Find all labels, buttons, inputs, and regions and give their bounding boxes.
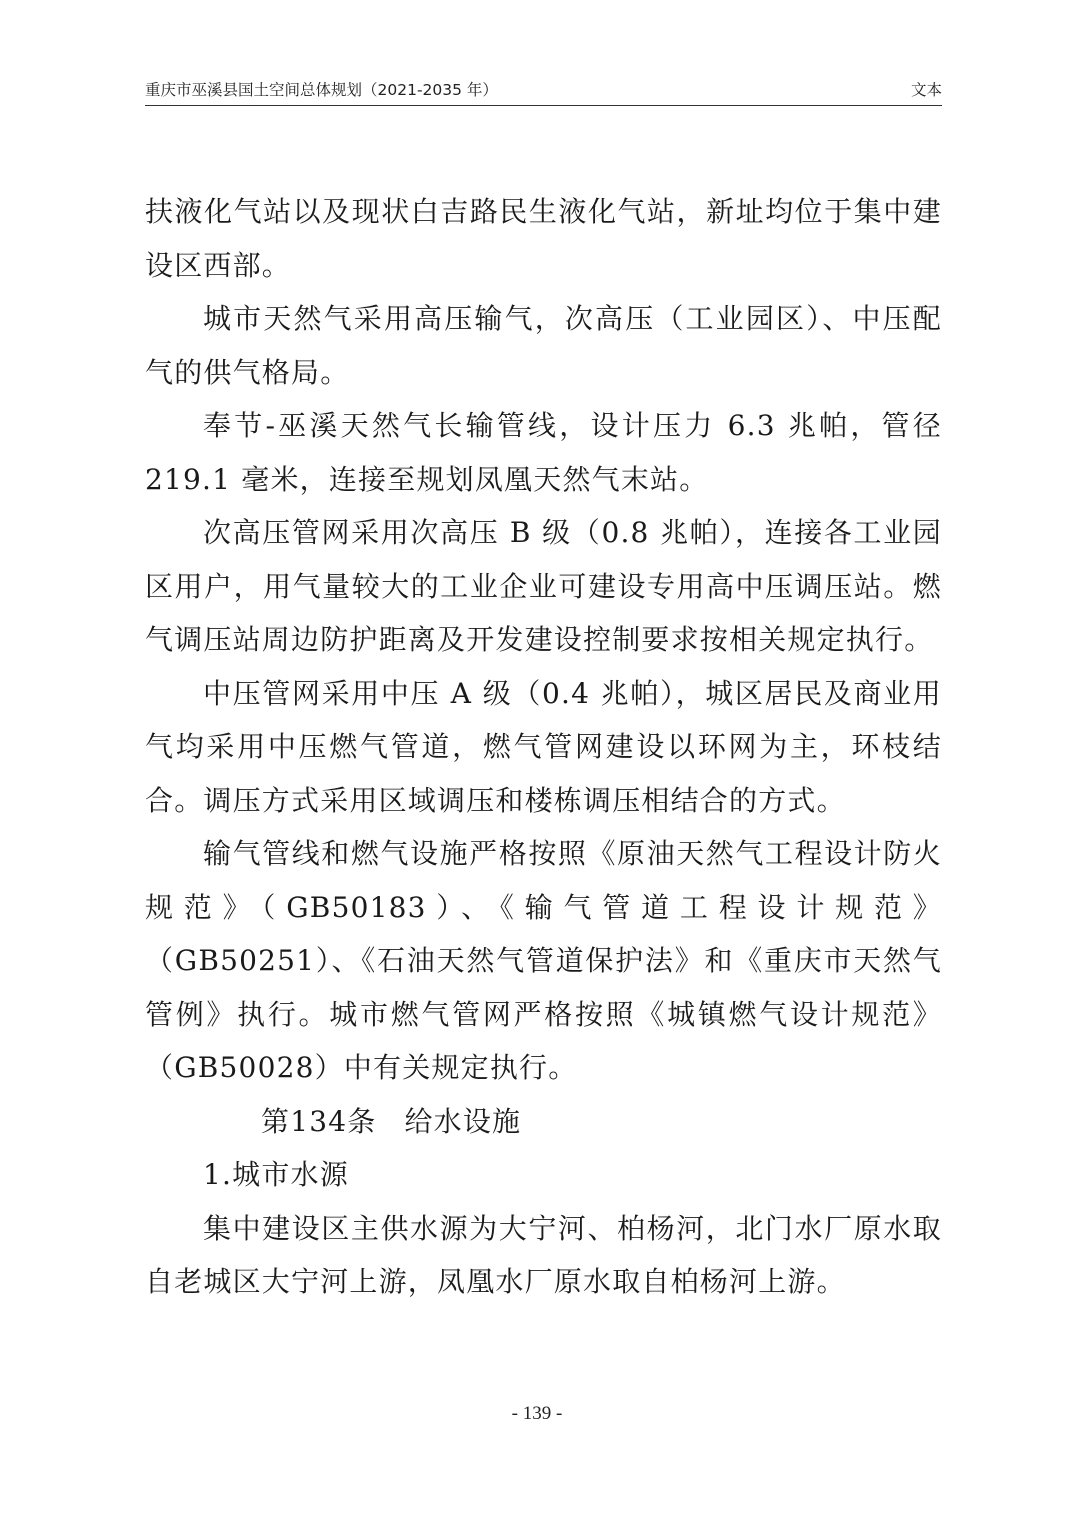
document-title: 重庆市巫溪县国土空间总体规划（2021-2035 年） [145, 81, 498, 99]
section-subheading: 1.城市水源 [203, 1158, 349, 1191]
paragraph-gas-supply-pattern: 城市天然气采用高压输气，次高压（工业园区）、中压配气的供气格局。 [145, 302, 942, 389]
article-title: 给水设施 [404, 1104, 522, 1138]
paragraph-medium-pressure-network: 中压管网采用中压 A 级（0.4 兆帕），城区居民及商业用气均采用中压燃气管道，燃气管网建设以环网为主，环枝结合。调压方式采用区域调压和楼栋调压相结合的方式。 [145, 676, 942, 817]
document-body [145, 185, 942, 1309]
paragraph-long-distance-pipeline: 奉节-巫溪天然气长输管线，设计压力 6.3 兆帕，管径 219.1 毫米，连接至规划凤凰天然气末站。 [145, 409, 942, 496]
page-header [145, 78, 942, 102]
paragraph-standards: 输气管线和燃气设施严格按照《原油天然气工程设计防火规范》（GB50183）、《输气管道工程设计规范》（GB50251）、《石油天然气管道保护法》和《重庆市天然气管例》执行。城市燃气管网严格按照《城镇燃气设计规范》（GB50028）中有关规定执行。 [145, 837, 942, 1084]
document-type-label: 文本 [910, 81, 942, 99]
article-heading [145, 1095, 942, 1149]
paragraph-water-source: 集中建设区主供水源为大宁河、柏杨河，北门水厂原水取自老城区大宁河上游，凤凰水厂原水取自柏杨河上游。 [145, 1211, 942, 1298]
article-number: 第134条 [261, 1104, 377, 1138]
header-divider [145, 105, 942, 106]
paragraph-lpg-stations: 扶液化气站以及现状白吉路民生液化气站，新址均位于集中建设区西部。 [145, 195, 942, 282]
paragraph-sub-high-pressure-network: 次高压管网采用次高压 B 级（0.8 兆帕），连接各工业园区用户，用气量较大的工业企业可建设专用高中压调压站。燃气调压站周边防护距离及开发建设控制要求按相关规定执行。 [145, 516, 942, 656]
page-number: - 139 - [511, 1403, 563, 1424]
